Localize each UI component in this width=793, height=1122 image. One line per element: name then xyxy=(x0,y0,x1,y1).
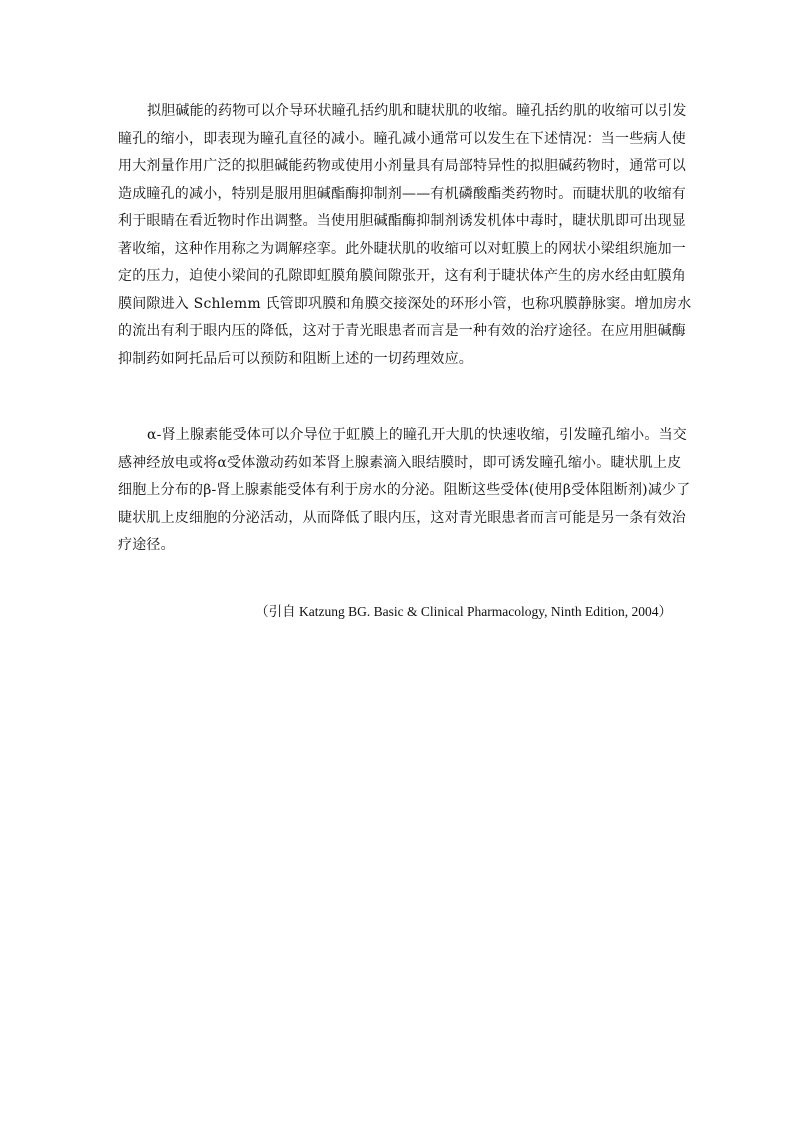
paragraph-adrenergic xyxy=(118,422,691,560)
paragraph-line: 用大剂量作用广泛的拟胆碱能药物或使用小剂量具有局部特异性的拟胆碱药物时，通常可以 xyxy=(118,158,686,174)
paragraph-line: 拟胆碱能的药物可以介导环状瞳孔括约肌和睫状肌的收缩。瞳孔括约肌的收缩可以引发 xyxy=(147,103,687,119)
paragraph-line: 造成瞳孔的减小，特别是服用胆碱酯酶抑制剂——有机磷酸酯类药物时。而睫状肌的收缩有 xyxy=(118,185,686,202)
paragraph-line: 定的压力，迫使小梁间的孔隙即虹膜角膜间隙张开，这有利于睫状体产生的房水经由虹膜角 xyxy=(118,268,686,284)
paragraph-line: α-肾上腺素能受体可以介导位于虹膜上的瞳孔开大肌的快速收缩，引发瞳孔缩小。当交 xyxy=(147,427,687,443)
paragraph-line: 抑制药如阿托品后可以预防和阻断上述的一切药理效应。 xyxy=(118,350,473,367)
paragraph-line: 的流出有利于眼内压的降低，这对于青光眼患者而言是一种有效的治疗途径。在应用胆碱酶 xyxy=(118,323,686,339)
paragraph-line: 睫状肌上皮细胞的分泌活动，从而降低了眼内压，这对青光眼患者而言可能是另一条有效治 xyxy=(118,509,686,526)
paragraph-line: 利于眼睛在看近物时作出调整。当使用胆碱酯酶抑制剂诱发机体中毒时，睫状肌即可出现显 xyxy=(118,213,686,229)
paragraph-line: 著收缩，这种作用称之为调解痉挛。此外睫状肌的收缩可以对虹膜上的网状小梁组织施加一 xyxy=(118,240,686,257)
paragraph-line: 膜间隙进入 Schlemm 氏管即巩膜和角膜交接深处的环形小管，也称巩膜静脉窦。增加房水 xyxy=(118,295,692,312)
paragraph-line: 感神经放电或将α受体激动药如苯肾上腺素滴入眼结膜时，即可诱发瞳孔缩小。睫状肌上皮 xyxy=(118,454,682,471)
paragraph-line: 瞳孔的缩小，即表现为瞳孔直径的减小。瞳孔减小通常可以发生在下述情况：当一些病人使 xyxy=(118,130,686,147)
paragraph-line: 疗途径。 xyxy=(118,537,175,553)
paragraph-line: 细胞上分布的β-肾上腺素能受体有利于房水的分泌。阻断这些受体(使用β受体阻断剂)减少了 xyxy=(118,482,691,498)
paragraph-cholinergic xyxy=(118,98,692,373)
citation: （引自 Katzung BG. Basic & Clinical Pharmacology, Ninth Edition, 2004） xyxy=(255,604,672,619)
